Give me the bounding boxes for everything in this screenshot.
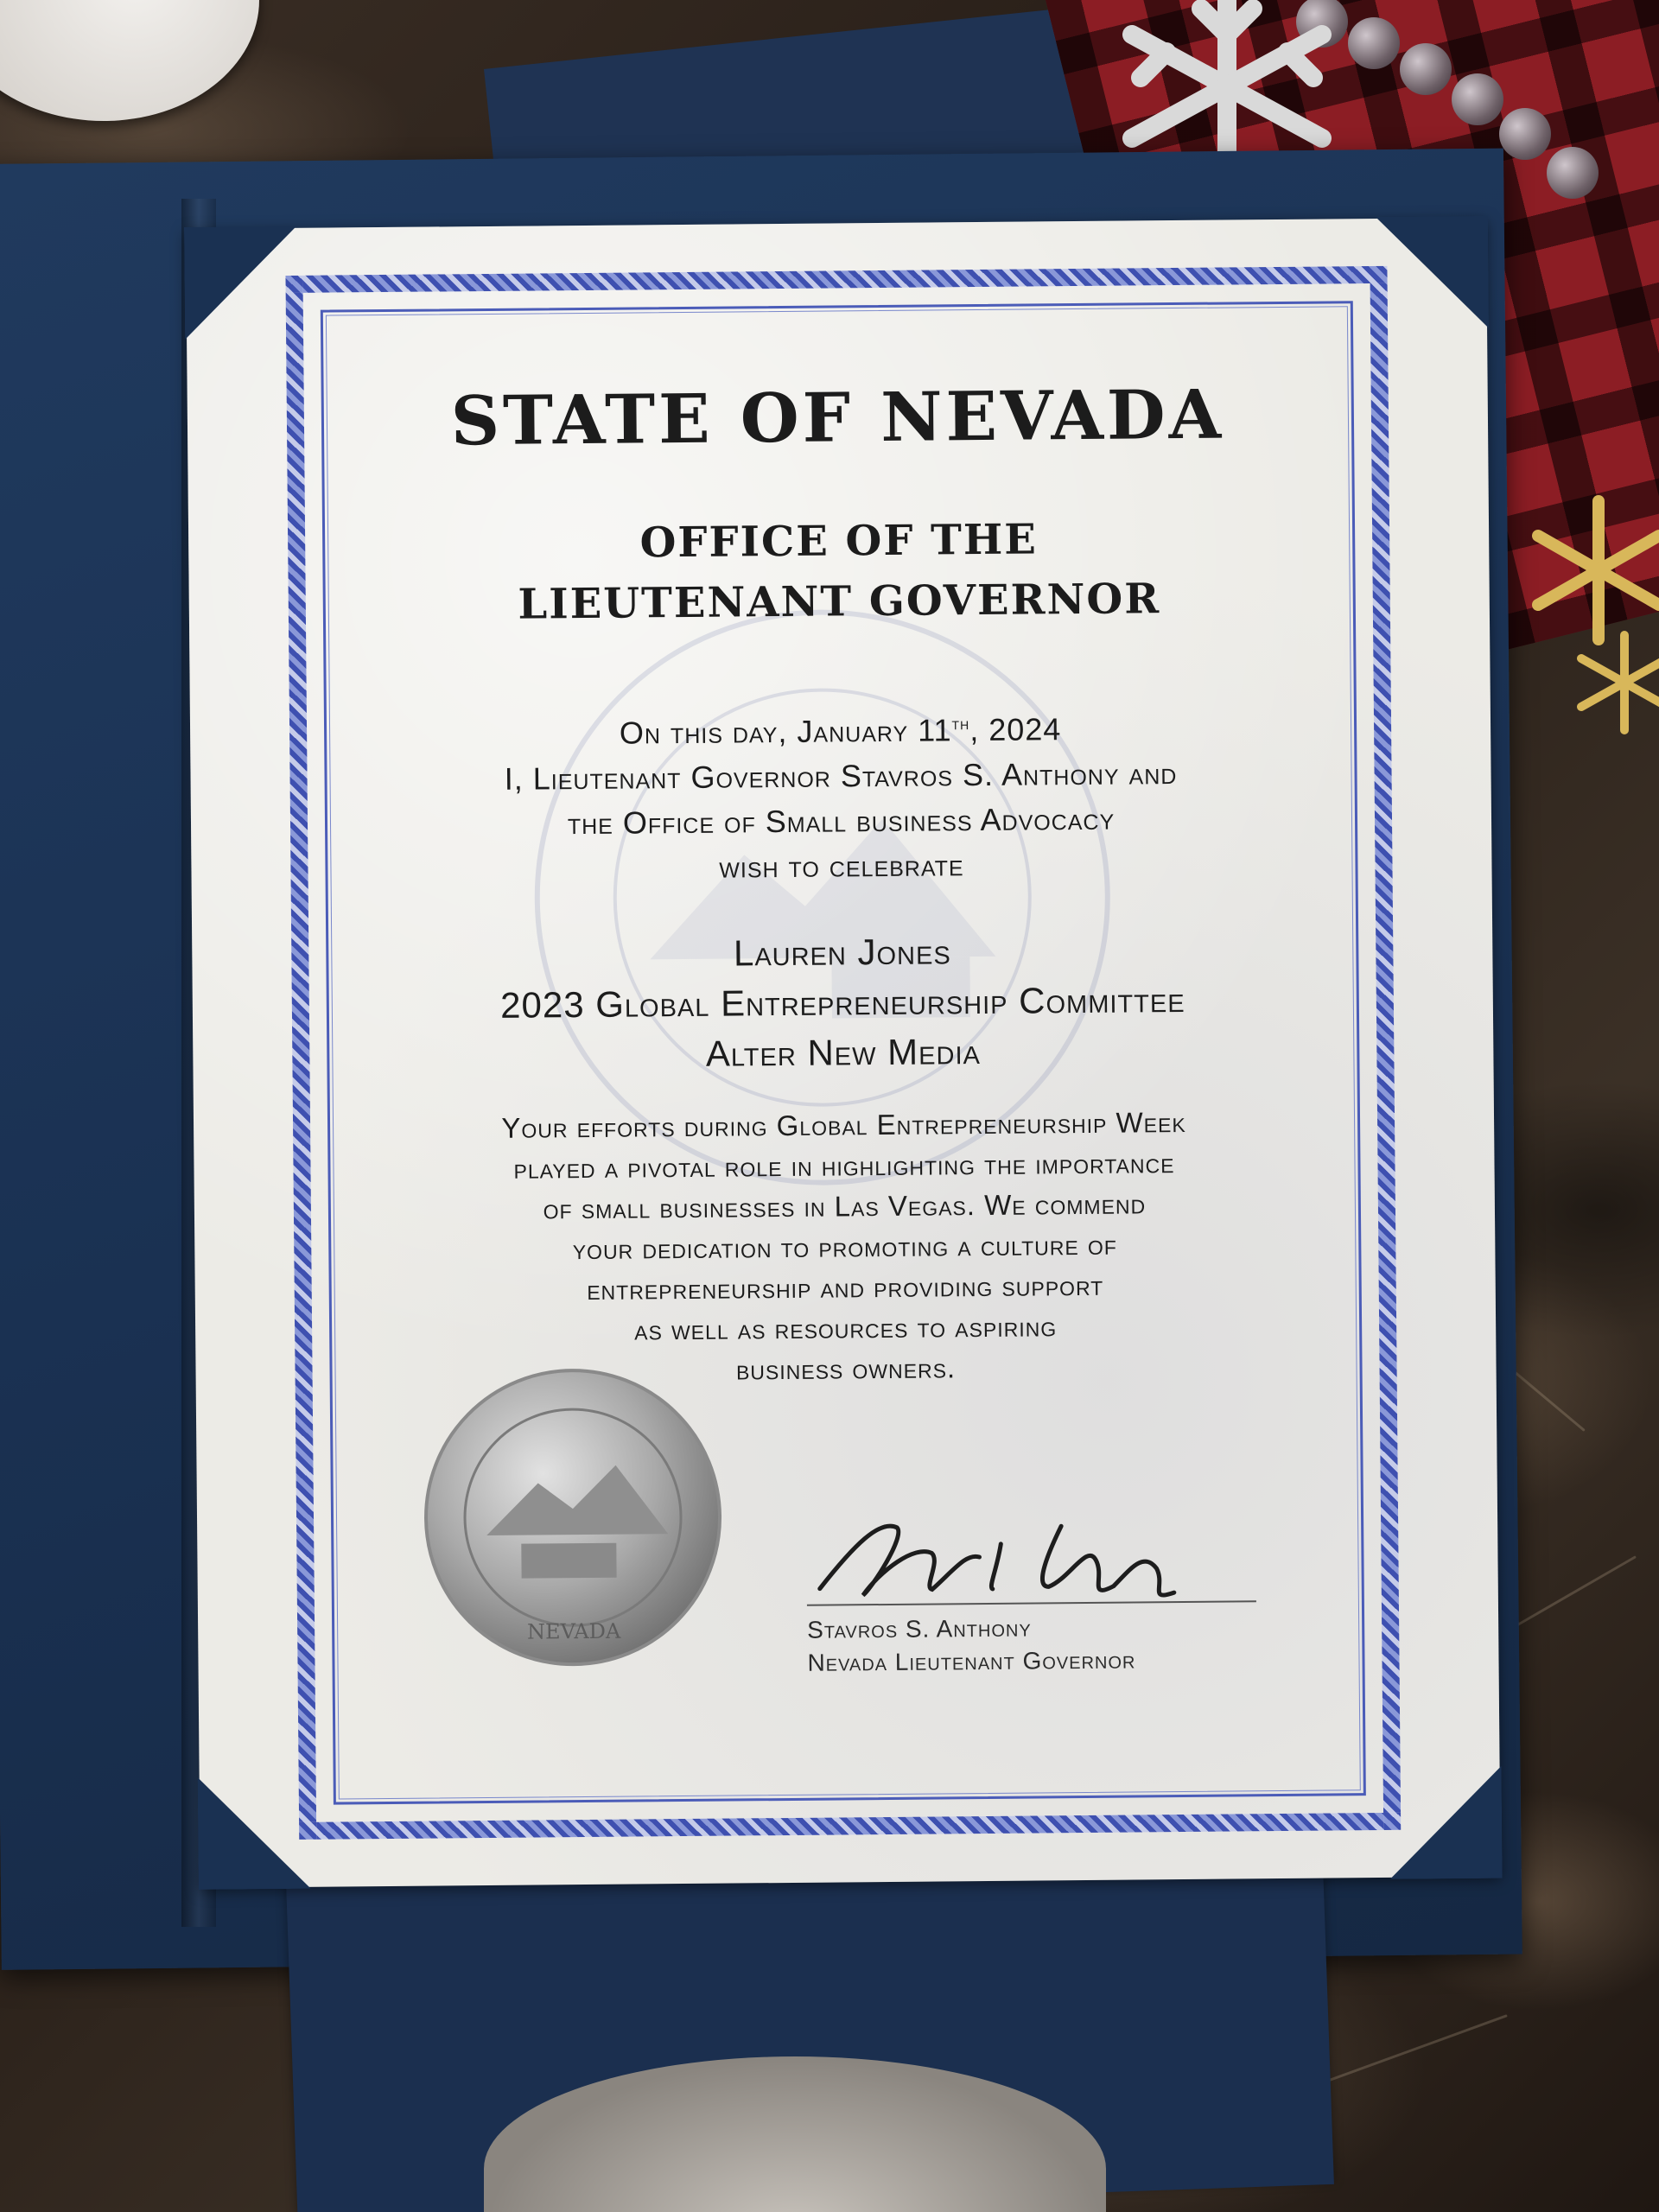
gold-snowflake: [1521, 493, 1659, 648]
citation-line: business owners.: [735, 1351, 957, 1386]
certificate-office-line: LIEUTENANT GOVERNOR: [518, 575, 1161, 629]
folder-corner-slot: [184, 226, 297, 340]
intro-line: wish to celebrate: [719, 847, 964, 885]
embossed-state-seal: [416, 1361, 729, 1675]
certificate-office-line: OFFICE OF THE: [639, 515, 1039, 568]
date-ordinal: th: [951, 715, 970, 734]
recipient-name: Lauren Jones: [733, 931, 951, 974]
certificate-citation: [194, 1099, 1497, 1395]
certificate-recipient: [192, 922, 1493, 1084]
signer-name: Stavros S. Anthony: [807, 1614, 1032, 1643]
intro-line: I, Lieutenant Governor Stavros S. Anthony and: [504, 755, 1178, 797]
citation-line: Your efforts during Global Entrepreneurship Week: [501, 1105, 1186, 1144]
signer-title: Nevada Lieutenant Governor: [807, 1646, 1136, 1676]
citation-line: entrepreneurship and providing support: [587, 1268, 1104, 1306]
citation-line: played a pivotal role in highlighting the importance: [513, 1147, 1175, 1185]
folder-corner-slot: [198, 1777, 311, 1890]
bead: [1452, 73, 1503, 125]
folder-corner-slot: [1376, 216, 1489, 329]
bead: [1499, 108, 1551, 160]
seal-lettering: NEVADA: [526, 1618, 621, 1644]
date-year: , 2024: [969, 711, 1062, 748]
gold-snowflake: [1573, 631, 1659, 734]
citation-line: as well as resources to aspiring: [633, 1310, 1058, 1346]
certificate-intro: [190, 697, 1492, 894]
recipient-org: Alter New Media: [705, 1031, 982, 1074]
citation-line: of small businesses in Las Vegas. We commend: [543, 1187, 1147, 1225]
bead: [1547, 147, 1599, 199]
intro-line: the Office of Small business Advocacy: [567, 800, 1116, 842]
recipient-role: 2023 Global Entrepreneurship Committee: [499, 978, 1185, 1026]
handwritten-signature: [802, 1490, 1252, 1606]
bead: [1400, 43, 1452, 95]
certificate: [186, 218, 1501, 1888]
certificate-state-heading: STATE OF NEVADA: [450, 375, 1225, 461]
date-text: On this day, January 11: [619, 712, 952, 751]
plate: [0, 0, 259, 121]
folder-corner-slot: [1389, 1766, 1503, 1879]
citation-line: your dedication to promoting a culture of: [572, 1228, 1118, 1266]
